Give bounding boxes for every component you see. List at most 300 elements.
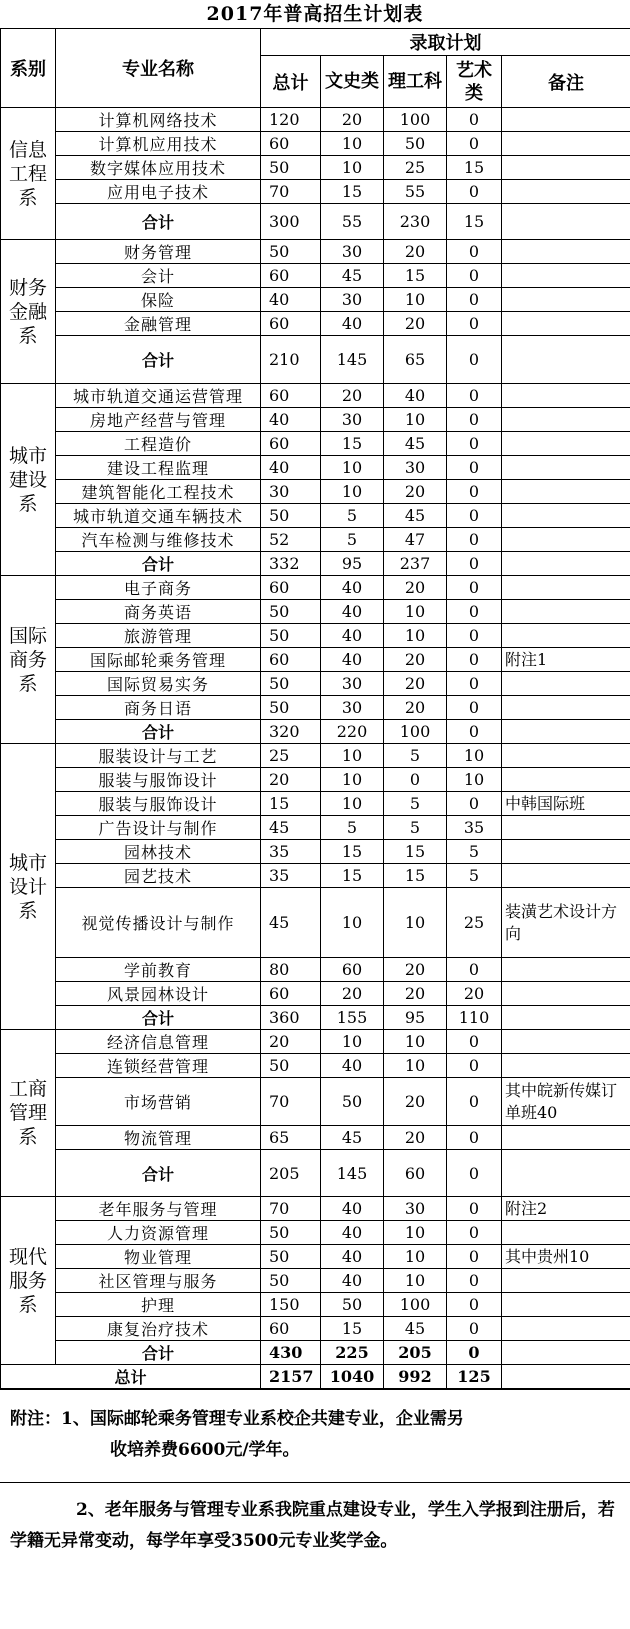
liberal-arts-count: 40: [321, 624, 384, 648]
subtotal-label: 合计: [56, 336, 261, 384]
footnotes: [0, 1389, 630, 1557]
remark: [502, 576, 630, 600]
remark: [502, 288, 630, 312]
science-count: 10: [384, 888, 447, 958]
remark: [502, 480, 630, 504]
subtotal-art: 0: [447, 336, 502, 384]
department-name: 国际商务系: [1, 576, 56, 744]
subtotal-total: 205: [261, 1150, 321, 1197]
major-name: 数字媒体应用技术: [56, 156, 261, 180]
subtotal-liberal-arts: 155: [321, 1006, 384, 1030]
subtotal-liberal-arts: 145: [321, 336, 384, 384]
art-count: 0: [447, 696, 502, 720]
science-count: 20: [384, 648, 447, 672]
science-count: 15: [384, 264, 447, 288]
remark: [502, 108, 630, 132]
art-count: 0: [447, 600, 502, 624]
total-count: 50: [261, 1054, 321, 1078]
total-count: 40: [261, 288, 321, 312]
major-name: 康复治疗技术: [56, 1317, 261, 1341]
major-name: 社区管理与服务: [56, 1269, 261, 1293]
liberal-arts-count: 45: [321, 264, 384, 288]
liberal-arts-count: 20: [321, 384, 384, 408]
total-count: 150: [261, 1293, 321, 1317]
table-row: [1, 432, 630, 456]
table-row: [1, 576, 630, 600]
science-count: 10: [384, 1269, 447, 1293]
art-count: 0: [447, 1126, 502, 1150]
art-count: 35: [447, 816, 502, 840]
science-count: 20: [384, 958, 447, 982]
subtotal-total: 360: [261, 1006, 321, 1030]
total-count: 60: [261, 982, 321, 1006]
science-count: 15: [384, 840, 447, 864]
department-name: 信息工程系: [1, 108, 56, 240]
art-count: 0: [447, 1054, 502, 1078]
major-name: 建设工程监理: [56, 456, 261, 480]
remark: [502, 958, 630, 982]
art-count: 0: [447, 792, 502, 816]
total-count: 50: [261, 504, 321, 528]
liberal-arts-count: 30: [321, 672, 384, 696]
art-count: 5: [447, 840, 502, 864]
science-count: 30: [384, 1197, 447, 1221]
table-row: [1, 792, 630, 816]
science-count: 100: [384, 108, 447, 132]
grand-total-art: 125: [447, 1365, 502, 1389]
subtotal-science: 230: [384, 204, 447, 240]
art-count: 15: [447, 156, 502, 180]
table-row: [1, 1245, 630, 1269]
table-row: [1, 864, 630, 888]
subtotal-remark: [502, 1006, 630, 1030]
liberal-arts-count: 15: [321, 840, 384, 864]
header-science: 理工科: [384, 56, 447, 108]
remark: 中韩国际班: [502, 792, 630, 816]
science-count: 10: [384, 1245, 447, 1269]
liberal-arts-count: 30: [321, 408, 384, 432]
header-plan: 录取计划: [261, 29, 630, 56]
footnote-1: [0, 1390, 630, 1476]
total-count: 50: [261, 240, 321, 264]
science-count: 20: [384, 672, 447, 696]
science-count: 20: [384, 1126, 447, 1150]
table-row: [1, 312, 630, 336]
table-row: [1, 180, 630, 204]
science-count: 10: [384, 600, 447, 624]
total-count: 45: [261, 888, 321, 958]
total-count: 120: [261, 108, 321, 132]
table-row: [1, 1126, 630, 1150]
subtotal-art: 110: [447, 1006, 502, 1030]
remark: [502, 408, 630, 432]
table-row: [1, 1317, 630, 1341]
remark: [502, 528, 630, 552]
science-count: 100: [384, 1293, 447, 1317]
science-count: 45: [384, 504, 447, 528]
liberal-arts-count: 20: [321, 108, 384, 132]
table-row: [1, 264, 630, 288]
total-count: 70: [261, 1078, 321, 1126]
major-name: 国际贸易实务: [56, 672, 261, 696]
subtotal-row: [1, 204, 630, 240]
table-row: [1, 108, 630, 132]
remark: [502, 180, 630, 204]
header-total: 总计: [261, 56, 321, 108]
total-count: 60: [261, 264, 321, 288]
science-count: 20: [384, 240, 447, 264]
art-count: 0: [447, 132, 502, 156]
department-name: 工商管理系: [1, 1030, 56, 1197]
major-name: 护理: [56, 1293, 261, 1317]
science-count: 5: [384, 816, 447, 840]
art-count: 0: [447, 1221, 502, 1245]
science-count: 25: [384, 156, 447, 180]
remark: [502, 1030, 630, 1054]
subtotal-art: 0: [447, 552, 502, 576]
subtotal-row: [1, 1006, 630, 1030]
liberal-arts-count: 10: [321, 888, 384, 958]
total-count: 50: [261, 672, 321, 696]
grand-total-total: 2157: [261, 1365, 321, 1389]
major-name: 学前教育: [56, 958, 261, 982]
remark: [502, 240, 630, 264]
table-row: [1, 672, 630, 696]
subtotal-science: 60: [384, 1150, 447, 1197]
art-count: 0: [447, 408, 502, 432]
art-count: 20: [447, 982, 502, 1006]
table-row: [1, 1197, 630, 1221]
major-name: 人力资源管理: [56, 1221, 261, 1245]
major-name: 物流管理: [56, 1126, 261, 1150]
major-name: 服装设计与工艺: [56, 744, 261, 768]
table-row: [1, 408, 630, 432]
major-name: 风景园林设计: [56, 982, 261, 1006]
total-count: 40: [261, 456, 321, 480]
liberal-arts-count: 10: [321, 1030, 384, 1054]
major-name: 物业管理: [56, 1245, 261, 1269]
remark: [502, 864, 630, 888]
liberal-arts-count: 30: [321, 240, 384, 264]
subtotal-art: 15: [447, 204, 502, 240]
remark: 其中贵州10: [502, 1245, 630, 1269]
liberal-arts-count: 40: [321, 312, 384, 336]
table-row: [1, 982, 630, 1006]
subtotal-label: 合计: [56, 720, 261, 744]
art-count: 10: [447, 768, 502, 792]
art-count: 0: [447, 312, 502, 336]
major-name: 财务管理: [56, 240, 261, 264]
remark: [502, 156, 630, 180]
total-count: 50: [261, 1245, 321, 1269]
grand-total-label: 总计: [1, 1365, 261, 1389]
science-count: 20: [384, 696, 447, 720]
total-count: 15: [261, 792, 321, 816]
subtotal-row: [1, 552, 630, 576]
subtotal-remark: [502, 720, 630, 744]
subtotal-science: 205: [384, 1341, 447, 1365]
grand-total-remark: [502, 1365, 630, 1389]
total-count: 50: [261, 1269, 321, 1293]
liberal-arts-count: 10: [321, 456, 384, 480]
total-count: 50: [261, 624, 321, 648]
subtotal-liberal-arts: 145: [321, 1150, 384, 1197]
table-row: [1, 1221, 630, 1245]
remark: [502, 840, 630, 864]
liberal-arts-count: 50: [321, 1078, 384, 1126]
liberal-arts-count: 10: [321, 156, 384, 180]
major-name: 服装与服饰设计: [56, 792, 261, 816]
subtotal-science: 237: [384, 552, 447, 576]
subtotal-art: 0: [447, 720, 502, 744]
science-count: 47: [384, 528, 447, 552]
major-name: 建筑智能化工程技术: [56, 480, 261, 504]
remark: [502, 696, 630, 720]
art-count: 0: [447, 1293, 502, 1317]
enrollment-plan-table: [0, 28, 630, 1389]
science-count: 20: [384, 576, 447, 600]
total-count: 52: [261, 528, 321, 552]
art-count: 0: [447, 384, 502, 408]
major-name: 计算机应用技术: [56, 132, 261, 156]
total-count: 35: [261, 864, 321, 888]
remark: [502, 1269, 630, 1293]
table-row: [1, 1030, 630, 1054]
major-name: 市场营销: [56, 1078, 261, 1126]
remark: [502, 1126, 630, 1150]
liberal-arts-count: 40: [321, 648, 384, 672]
art-count: 0: [447, 108, 502, 132]
table-row: [1, 240, 630, 264]
table-row: [1, 156, 630, 180]
liberal-arts-count: 50: [321, 1293, 384, 1317]
liberal-arts-count: 40: [321, 1197, 384, 1221]
major-name: 汽车检测与维修技术: [56, 528, 261, 552]
table-row: [1, 958, 630, 982]
table-row: [1, 1293, 630, 1317]
art-count: 0: [447, 264, 502, 288]
major-name: 房地产经营与管理: [56, 408, 261, 432]
major-name: 金融管理: [56, 312, 261, 336]
total-count: 80: [261, 958, 321, 982]
remark: [502, 432, 630, 456]
science-count: 10: [384, 1221, 447, 1245]
remark: [502, 312, 630, 336]
science-count: 10: [384, 408, 447, 432]
subtotal-science: 65: [384, 336, 447, 384]
subtotal-row: [1, 1341, 630, 1365]
major-name: 连锁经营管理: [56, 1054, 261, 1078]
subtotal-total: 300: [261, 204, 321, 240]
remark: [502, 384, 630, 408]
total-count: 50: [261, 600, 321, 624]
total-count: 40: [261, 408, 321, 432]
header-major: 专业名称: [56, 29, 261, 108]
total-count: 50: [261, 1221, 321, 1245]
subtotal-total: 332: [261, 552, 321, 576]
footnote-1-line-1: 附注：1、国际邮轮乘务管理专业系校企共建专业，企业需另: [10, 1409, 464, 1429]
science-count: 30: [384, 456, 447, 480]
art-count: 0: [447, 1317, 502, 1341]
liberal-arts-count: 15: [321, 432, 384, 456]
table-row: [1, 1078, 630, 1126]
remark: [502, 816, 630, 840]
liberal-arts-count: 10: [321, 768, 384, 792]
table-row: [1, 456, 630, 480]
liberal-arts-count: 40: [321, 1245, 384, 1269]
subtotal-remark: [502, 1341, 630, 1365]
science-count: 5: [384, 744, 447, 768]
art-count: 0: [447, 432, 502, 456]
art-count: 0: [447, 624, 502, 648]
liberal-arts-count: 40: [321, 600, 384, 624]
total-count: 60: [261, 132, 321, 156]
science-count: 20: [384, 480, 447, 504]
subtotal-row: [1, 336, 630, 384]
total-count: 60: [261, 576, 321, 600]
art-count: 10: [447, 744, 502, 768]
science-count: 50: [384, 132, 447, 156]
total-count: 20: [261, 1030, 321, 1054]
art-count: 5: [447, 864, 502, 888]
art-count: 0: [447, 1030, 502, 1054]
table-row: [1, 624, 630, 648]
major-name: 会计: [56, 264, 261, 288]
art-count: 0: [447, 648, 502, 672]
liberal-arts-count: 5: [321, 816, 384, 840]
major-name: 计算机网络技术: [56, 108, 261, 132]
art-count: 0: [447, 240, 502, 264]
remark: [502, 624, 630, 648]
subtotal-label: 合计: [56, 1006, 261, 1030]
header-liberal-arts: 文史类: [321, 56, 384, 108]
art-count: 0: [447, 456, 502, 480]
table-row: [1, 600, 630, 624]
department-name: 财务金融系: [1, 240, 56, 384]
subtotal-row: [1, 1150, 630, 1197]
major-name: 园艺技术: [56, 864, 261, 888]
table-row: [1, 816, 630, 840]
remark: [502, 504, 630, 528]
table-row: [1, 768, 630, 792]
major-name: 视觉传播设计与制作: [56, 888, 261, 958]
major-name: 应用电子技术: [56, 180, 261, 204]
department-name: 现代服务系: [1, 1197, 56, 1365]
liberal-arts-count: 10: [321, 480, 384, 504]
total-count: 65: [261, 1126, 321, 1150]
art-count: 0: [447, 958, 502, 982]
total-count: 20: [261, 768, 321, 792]
remark: 附注2: [502, 1197, 630, 1221]
science-count: 10: [384, 288, 447, 312]
liberal-arts-count: 20: [321, 982, 384, 1006]
table-row: [1, 480, 630, 504]
major-name: 服装与服饰设计: [56, 768, 261, 792]
table-row: [1, 888, 630, 958]
subtotal-remark: [502, 552, 630, 576]
liberal-arts-count: 30: [321, 696, 384, 720]
table-row: [1, 1269, 630, 1293]
liberal-arts-count: 10: [321, 792, 384, 816]
liberal-arts-count: 15: [321, 864, 384, 888]
grand-total-liberal-arts: 1040: [321, 1365, 384, 1389]
science-count: 45: [384, 432, 447, 456]
subtotal-liberal-arts: 95: [321, 552, 384, 576]
remark: 附注1: [502, 648, 630, 672]
table-row: [1, 744, 630, 768]
remark: [502, 982, 630, 1006]
subtotal-remark: [502, 336, 630, 384]
remark: 装潢艺术设计方向: [502, 888, 630, 958]
science-count: 20: [384, 982, 447, 1006]
footnote-1-line-2: 收培养费6600元/学年。: [110, 1440, 300, 1460]
remark: [502, 768, 630, 792]
remark: 其中皖新传媒订单班40: [502, 1078, 630, 1126]
major-name: 旅游管理: [56, 624, 261, 648]
footnote-2: 2、老年服务与管理专业系我院重点建设专业，学生入学报到注册后，若学籍无异常变动，每学年享受3500元专业奖学金。: [10, 1500, 615, 1551]
table-row: [1, 1054, 630, 1078]
major-name: 老年服务与管理: [56, 1197, 261, 1221]
remark: [502, 456, 630, 480]
liberal-arts-count: 30: [321, 288, 384, 312]
subtotal-liberal-arts: 220: [321, 720, 384, 744]
art-count: 0: [447, 1245, 502, 1269]
remark: [502, 132, 630, 156]
table-row: [1, 696, 630, 720]
liberal-arts-count: 10: [321, 744, 384, 768]
science-count: 45: [384, 1317, 447, 1341]
science-count: 20: [384, 312, 447, 336]
major-name: 电子商务: [56, 576, 261, 600]
art-count: 0: [447, 504, 502, 528]
table-row: [1, 504, 630, 528]
liberal-arts-count: 15: [321, 180, 384, 204]
art-count: 0: [447, 576, 502, 600]
remark: [502, 600, 630, 624]
art-count: 0: [447, 672, 502, 696]
liberal-arts-count: 60: [321, 958, 384, 982]
department-name: 城市建设系: [1, 384, 56, 576]
liberal-arts-count: 40: [321, 1054, 384, 1078]
total-count: 70: [261, 180, 321, 204]
subtotal-science: 95: [384, 1006, 447, 1030]
total-count: 60: [261, 1317, 321, 1341]
remark: [502, 1293, 630, 1317]
major-name: 国际邮轮乘务管理: [56, 648, 261, 672]
table-row: [1, 840, 630, 864]
subtotal-total: 430: [261, 1341, 321, 1365]
subtotal-liberal-arts: 55: [321, 204, 384, 240]
science-count: 20: [384, 1078, 447, 1126]
subtotal-row: [1, 720, 630, 744]
total-count: 60: [261, 312, 321, 336]
remark: [502, 672, 630, 696]
total-count: 35: [261, 840, 321, 864]
science-count: 5: [384, 792, 447, 816]
art-count: 0: [447, 1197, 502, 1221]
science-count: 10: [384, 624, 447, 648]
header-art: 艺术类: [447, 56, 502, 108]
art-count: 0: [447, 1078, 502, 1126]
liberal-arts-count: 40: [321, 1269, 384, 1293]
science-count: 10: [384, 1054, 447, 1078]
art-count: 0: [447, 288, 502, 312]
liberal-arts-count: 5: [321, 528, 384, 552]
total-count: 50: [261, 156, 321, 180]
table-row: [1, 528, 630, 552]
major-name: 保险: [56, 288, 261, 312]
liberal-arts-count: 40: [321, 1221, 384, 1245]
